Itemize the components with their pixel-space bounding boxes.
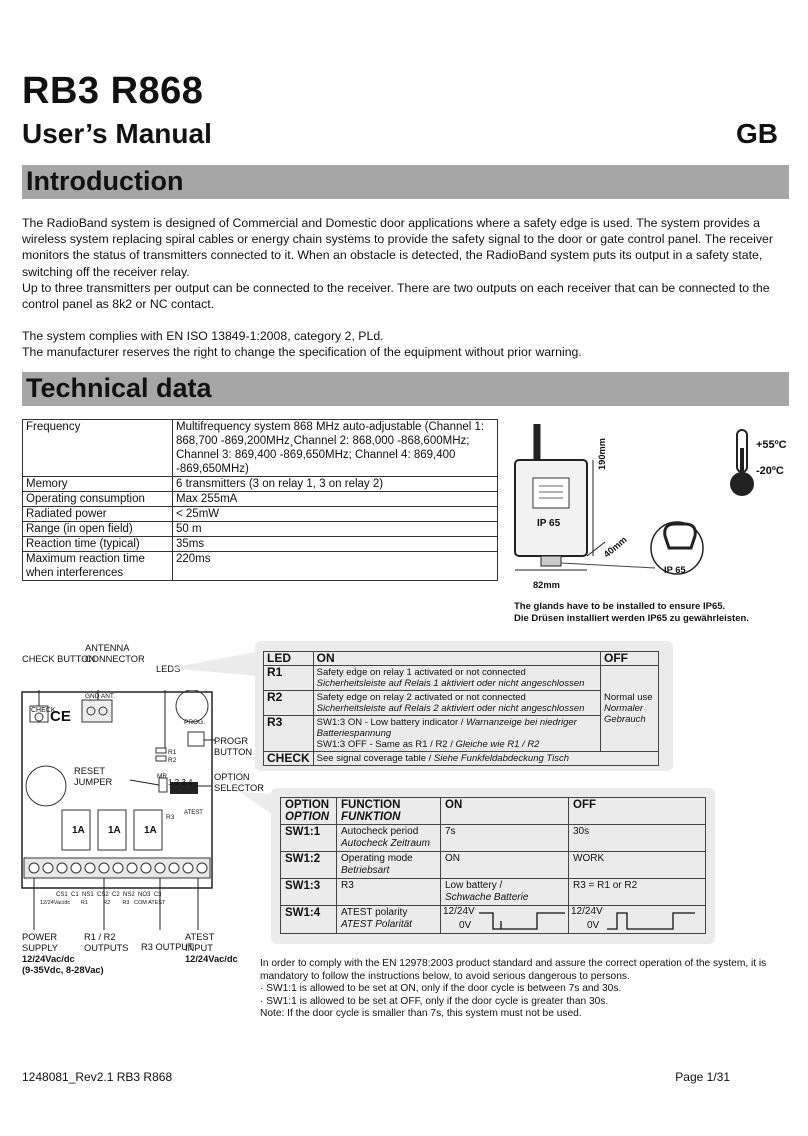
tech-value: 35ms xyxy=(173,537,498,552)
r3-a-de: Warnanzeige bei niedriger Batteriespannung xyxy=(316,717,577,739)
col-led: LED xyxy=(264,652,314,666)
fuse-2-label: 1A xyxy=(108,825,121,836)
col-off: OFF xyxy=(601,652,659,666)
leds-label: LEDS xyxy=(156,664,181,674)
reset-label: RESET JUMPER xyxy=(74,766,113,787)
r3-output-label: R3 OUTPUT xyxy=(141,942,194,952)
table-row xyxy=(281,825,706,852)
tech-value: 220ms xyxy=(173,552,498,581)
note-3: · SW1:1 is allowed to be set at OFF, only if the door cycle is greater than 30s. xyxy=(260,995,609,1007)
tech-heading: Technical data xyxy=(26,373,212,403)
tech-key: Range (in open field) xyxy=(23,522,173,537)
terminal-labels: CS1 C1 NS1 CS2 C2 NS2 NO3 C3 xyxy=(56,892,162,898)
language-code: GB xyxy=(736,118,778,149)
option-table xyxy=(280,797,706,934)
r3-b-de: Gleiche wie R1 / R2 xyxy=(455,739,540,750)
led-on xyxy=(313,666,600,691)
footer-page: Page 1/31 xyxy=(675,1070,730,1084)
progr-button-icon xyxy=(188,732,204,746)
atest-label: ATEST INPUT xyxy=(185,932,215,953)
table-row xyxy=(281,879,706,906)
tech-key: Maximum reaction time when interferences xyxy=(23,552,173,581)
function: ATEST polarity ATEST Polarität xyxy=(337,906,441,934)
terminal-sublabels: 12/24Vac/dc R1 R2 R3 COM ATEST xyxy=(40,900,166,906)
temp-high: +55ºC xyxy=(756,439,787,451)
pulse-high-icon xyxy=(607,909,697,933)
device-height-label: 190mm xyxy=(597,437,607,470)
tech-value: Max 255mA xyxy=(173,492,498,507)
progr-label: PROGR BUTTON xyxy=(214,736,253,757)
power-label: POWER SUPPLY xyxy=(22,932,58,953)
tech-key: Operating consumption xyxy=(23,492,173,507)
option-label: OPTION SELECTOR xyxy=(214,772,264,793)
tech-key: Reaction time (typical) xyxy=(23,537,173,552)
power-spec: 12/24Vac/dc xyxy=(22,954,75,964)
switch-name: SW1:3 xyxy=(281,879,337,906)
table-row xyxy=(23,492,498,507)
device-depth-label: 40mm xyxy=(601,534,629,560)
dip-numbers: 1 2 3 4 xyxy=(168,778,193,787)
led-on xyxy=(313,752,658,766)
tech-data-table xyxy=(22,419,498,581)
tech-heading-bar xyxy=(22,372,789,406)
r3-a-en: SW1:3 ON - Low battery indicator / xyxy=(316,717,467,728)
on-waveform xyxy=(441,906,569,934)
gland-ip-label: IP 65 xyxy=(664,565,686,575)
intro-text xyxy=(22,215,789,361)
note-1: In order to comply with the EN 12978:2003 product standard and assure the correct operation of the system, it is mandatory to follow the instructions below, to avoid serious dangerous to persons. xyxy=(260,958,767,982)
pulse-low-icon xyxy=(479,909,567,933)
tech-value: 50 m xyxy=(173,522,498,537)
device-drawing xyxy=(505,418,795,600)
table-row xyxy=(281,852,706,879)
switch-name: SW1:4 xyxy=(281,906,337,934)
power-range: (9-35Vdc, 8-28Vac) xyxy=(22,965,104,975)
device-width-label: 82mm xyxy=(533,580,560,590)
model-title: RB3 R868 xyxy=(22,70,204,112)
check-small-label: CHECK xyxy=(31,707,56,714)
table-row xyxy=(23,420,498,477)
gland-caption xyxy=(514,601,749,625)
tech-value: Multifrequency system 868 MHz auto-adjustable (Channel 1: 868,700 -869,200MHz¸Channel 2: 868,000 -868,600MHz; Channel 3: 869,400 -869,650MHz; Channel 4: 869,400 -869,650MHz) xyxy=(173,420,498,477)
led-name: R3 xyxy=(264,716,314,752)
note-2: · SW1:1 is allowed to be set at ON, only if the door cycle is between 7s and 30s. xyxy=(260,983,622,995)
col-on: ON xyxy=(441,798,569,825)
tech-key: Memory xyxy=(23,477,173,492)
table-row xyxy=(23,522,498,537)
col-option: OPTION OPTION xyxy=(281,798,337,825)
function: Operating mode Betriebsart xyxy=(337,852,441,879)
led-icon xyxy=(156,756,166,761)
table-row xyxy=(23,507,498,522)
col-off: OFF xyxy=(569,798,706,825)
v-hi: 12/24V xyxy=(571,906,603,917)
tech-key: Frequency xyxy=(23,420,173,477)
on-value: ON xyxy=(441,852,569,879)
table-row xyxy=(264,666,659,691)
led-name: CHECK xyxy=(264,752,314,766)
v-hi: 12/24V xyxy=(443,906,475,917)
r2-small-label: R2 xyxy=(168,757,177,764)
tech-value: 6 transmitters (3 on relay 1, 3 on relay 2) xyxy=(173,477,498,492)
off-en: Normal use xyxy=(604,692,653,703)
table-row xyxy=(264,691,659,716)
led-on xyxy=(313,716,600,752)
v-lo: 0V xyxy=(587,920,600,931)
led-desc-en: Safety edge on relay 1 activated or not connected xyxy=(316,667,526,678)
led-desc-en: Safety edge on relay 2 activated or not connected xyxy=(316,692,526,703)
switch-name: SW1:2 xyxy=(281,852,337,879)
led-desc-de: Sicherheitsleiste auf Relais 2 aktiviert oder nicht angeschlossen xyxy=(316,703,585,714)
enclosure-window-icon xyxy=(533,478,569,508)
intro-p1: The RadioBand system is designed of Commercial and Domestic door applications where a safety edge is used. The system provides a wireless system replacing spiral cables or energy chain systems to provide the safety signal to the door or gate control panel. The receiver monitors the status of transmitters connected to it. When an obstacle is detected, the RadioBand system puts its output in a safety state, switching off the receiver relay. xyxy=(22,216,773,279)
function: Autocheck period Autocheck Zeitraum xyxy=(337,825,441,852)
table-row xyxy=(264,652,659,666)
led-name: R1 xyxy=(264,666,314,691)
off-de1: Normaler xyxy=(604,703,644,714)
led-off xyxy=(601,666,659,752)
r1-small-label: R1 xyxy=(168,749,177,756)
intro-heading: Introduction xyxy=(26,166,184,196)
intro-p4: The manufacturer reserves the right to change the specification of the equipment without prior warning. xyxy=(22,345,582,360)
led-name: R2 xyxy=(264,691,314,716)
device-ip-label: IP 65 xyxy=(537,518,561,529)
gnd-ant-label: GND ANT. xyxy=(85,693,115,700)
v-lo: 0V xyxy=(459,920,472,931)
manual-subtitle: User’s Manual xyxy=(22,118,212,149)
table-row xyxy=(281,798,706,825)
mr-label: MR xyxy=(157,773,168,780)
note-4: Note: If the door cycle is smaller than 7s, this system must not be used. xyxy=(260,1008,582,1020)
table-row xyxy=(264,716,659,752)
check-en: See signal coverage table / xyxy=(316,753,434,764)
caption-en: The glands have to be installed to ensure IP65. xyxy=(514,601,726,612)
intro-p3: The system complies with EN ISO 13849-1:2008, category 2, PLd. xyxy=(22,329,384,344)
ce-mark: CE xyxy=(50,708,71,725)
switch-name: SW1:1 xyxy=(281,825,337,852)
fuse-1-label: 1A xyxy=(72,825,85,836)
led-on xyxy=(313,691,600,716)
check-button-label: CHECK BUTTON xyxy=(22,654,96,664)
atest-small-label: ATEST xyxy=(184,810,203,816)
tech-value: < 25mW xyxy=(173,507,498,522)
table-row xyxy=(23,537,498,552)
r1r2-label: R1 / R2 OUTPUTS xyxy=(84,932,129,953)
col-on: ON xyxy=(313,652,600,666)
r3-b-en: SW1:3 OFF - Same as R1 / R2 / xyxy=(316,739,456,750)
on-value: 7s xyxy=(441,825,569,852)
intro-heading-bar xyxy=(22,165,789,199)
off-waveform xyxy=(569,906,706,934)
table-row xyxy=(23,552,498,581)
option-callout xyxy=(240,790,276,820)
table-row xyxy=(281,906,706,934)
table-row xyxy=(23,477,498,492)
led-table xyxy=(263,651,659,766)
off-value: WORK xyxy=(569,852,706,879)
temp-low: -20ºC xyxy=(756,465,784,477)
antenna-label: ANTENNA CONNECTOR xyxy=(85,643,145,664)
gland-icon xyxy=(541,556,561,566)
r3-small-label: R3 xyxy=(166,814,175,821)
prog-small-label: PROG. xyxy=(184,719,205,726)
table-row xyxy=(264,752,659,766)
check-de: Siehe Funkfeldabdeckung Tisch xyxy=(433,753,570,764)
atest-spec: 12/24Vac/dc xyxy=(185,954,238,964)
intro-p2: Up to three transmitters per output can be connected to the receiver. There are two outputs on each receiver that can be connected to the control panel as 8k2 or NC contact. xyxy=(22,280,770,312)
led-icon xyxy=(156,748,166,753)
fuse-3-label: 1A xyxy=(144,825,157,836)
tech-key: Radiated power xyxy=(23,507,173,522)
compliance-notes xyxy=(260,958,790,1021)
off-value: 30s xyxy=(569,825,706,852)
footer-doc-id: 1248081_Rev2.1 RB3 R868 xyxy=(22,1070,173,1084)
gland-detail-icon xyxy=(665,524,696,548)
led-desc-de: Sicherheitsleiste auf Relais 1 aktiviert oder nicht angeschlossen xyxy=(316,678,585,689)
led-callout xyxy=(170,650,260,680)
off-de2: Gebrauch xyxy=(604,714,646,725)
on-value: Low battery / Schwache Batterie xyxy=(441,879,569,906)
caption-de: Die Drüsen installiert werden IP65 zu gewährleisten. xyxy=(514,613,749,624)
function: R3 xyxy=(337,879,441,906)
col-function: FUNCTION FUNKTION xyxy=(337,798,441,825)
off-value: R3 = R1 or R2 xyxy=(569,879,706,906)
